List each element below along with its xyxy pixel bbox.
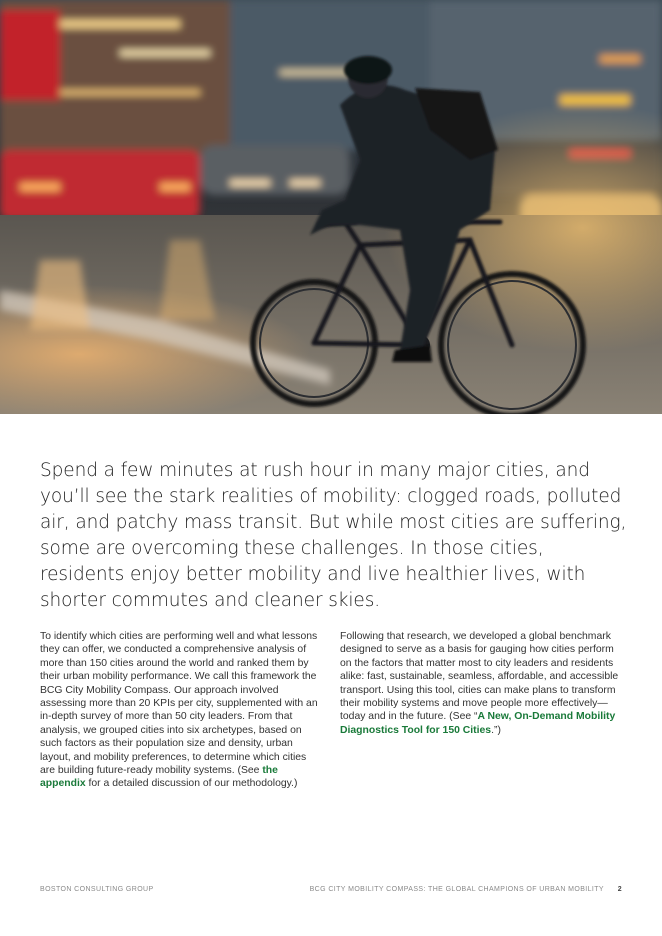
page-number: 2 <box>617 886 622 893</box>
appendix-link[interactable]: the appendix <box>40 765 278 790</box>
cyclist-photo-icon <box>0 0 662 414</box>
lede-paragraph: Spend a few minutes at rush hour in many major cities, and you’ll see the stark realities of mobility: clogged roads, polluted air, and patchy mass transit. But while most cities are suffering, some are overcoming these challenges. In those cities, residents enjoy better mobility and live healthier lives, with shorter commutes and cleaner skies. <box>40 460 627 611</box>
methodology-paragraph <box>40 630 322 791</box>
hero-photo <box>0 0 662 414</box>
footer-publication-title: BCG CITY MOBILITY COMPASS: THE GLOBAL CHAMPIONS OF URBAN MOBILITY <box>309 886 604 893</box>
benchmark-paragraph <box>340 630 622 737</box>
footer-org: BOSTON CONSULTING GROUP <box>40 886 154 893</box>
methodology-text: To identify which cities are performing well and what lessons they can offer, we conducted a comprehensive analysis of more than 150 cities around the world and ranked them by their urban mobility performance. We call this framework the BCG City Mobility Compass. Our approach involved assessing more than 20 KPIs per city, supplemented with an in-depth survey of more than 50 city leaders. From that analysis, we grouped cities into six archetypes, based on such factors as their population size and density, urban layout, and mobility preferences, to determine which cities are building future-ready mobility systems. (See <box>40 631 318 777</box>
methodology-text-end: for a detailed discussion of our methodology.) <box>85 778 298 790</box>
diagnostics-tool-link[interactable]: A New, On-Demand Mobility Diagnostics Tool for 150 Cities <box>340 711 616 736</box>
page-footer <box>40 886 622 898</box>
benchmark-text-end: .”) <box>491 724 501 736</box>
benchmark-text: Following that research, we developed a global benchmark designed to serve as a basis for gauging how cities perform on the factors that matter most to city leaders and residents alike: fast, sustainable, seamless, affordable, and accessible transport. Using this tool, cities can make plans to transform their mobility systems and move people more effectively—today and in the future. (See “ <box>340 631 619 723</box>
